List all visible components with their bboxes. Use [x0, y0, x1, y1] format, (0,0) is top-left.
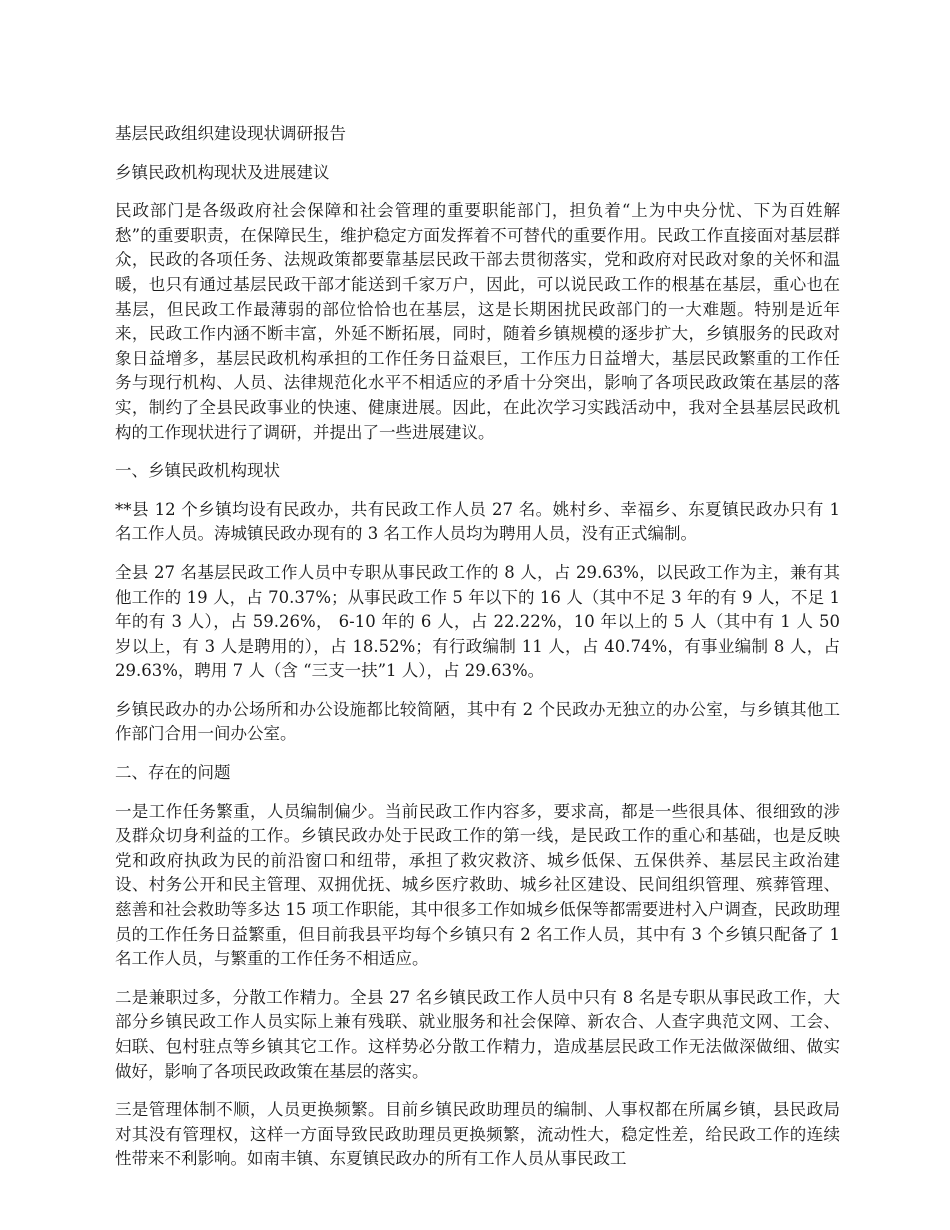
- intro-paragraph: 民政部门是各级政府社会保障和社会管理的重要职能部门，担负着“上为中央分忧、下为百姓解愁”的重要职责，在保障民生，维护稳定方面发挥着不可替代的重要作用。民政工作直接面对基层群众，民政的各项任务、法规政策都要靠基层民政干部去贯彻落实，党和政府对民政对象的关怀和温暖，也只有通过基层民政干部才能送到千家万户，因此，可以说民政工作的根基在基层，重心也在基层，但民政工作最薄弱的部位恰恰也在基层，这是长期困扰民政部门的一大难题。特别是近年来，民政工作内涵不断丰富，外延不断拓展，同时，随着乡镇规模的逐步扩大，乡镇服务的民政对象日益增多，基层民政机构承担的工作任务日益艰巨，工作压力日益增大，基层民政繁重的工作任务与现行机构、人员、法律规范化水平不相适应的矛盾十分突出，影响了各项民政政策在基层的落实，制约了全县民政事业的快速、健康进展。因此，在此次学习实践活动中，我对全县基层民政机构的工作现状进行了调研，并提出了一些进展建议。: [115, 201, 840, 442]
- problem-paragraph-1: 一是工作任务繁重，人员编制偏少。当前民政工作内容多，要求高，都是一些很具体、很细致的涉及群众切身利益的工作。乡镇民政办处于民政工作的第一线，是民政工作的重心和基础，也是反映党和政府执政为民的前沿窗口和纽带，承担了救灾救济、城乡低保、五保供养、基层民主政治建设、村务公开和民主管理、双拥优抚、城乡医疗救助、城乡社区建设、民间组织管理、殡葬管理、慈善和社会救助等多达 15 项工作职能，其中很多工作如城乡低保等都需要进村入户调查，民政助理员的工作任务日益繁重，但目前我县平均每个乡镇只有 2 名工作人员，其中有 3 个乡镇只配备了 1 名工作人员，与繁重的工作任务不相适应。: [115, 801, 840, 969]
- status-paragraph-3: 乡镇民政办的办公场所和办公设施都比较简陋，其中有 2 个民政办无独立的办公室，与乡镇其他工作部门合用一间办公室。: [115, 699, 840, 744]
- status-paragraph-2: 全县 27 名基层民政工作人员中专职从事民政工作的 8 人，占 29.63%，以民政工作为主，兼有其他工作的 19 人，占 70.37%；从事民政工作 5 年以下的 16 人（其中不足 3 年的有 9 人，不足 1 年的有 3 人），占 59.26%， 6-10 年的 6 人，占 22.22%，10 年以上的 5 人（其中有 1 人 50 岁以上，有 3 人是聘用的），占 18.52%；有行政编制 11 人，占 40.74%，有事业编制 8 人，占 29.63%，聘用 7 人（含 “三支一扶”1 人），占 29.63%。: [115, 562, 840, 681]
- document-title: 基层民政组织建设现状调研报告: [115, 124, 346, 143]
- document-subtitle: 乡镇民政机构现状及进展建议: [115, 162, 330, 182]
- section-heading-current-status: 一、乡镇民政机构现状: [115, 461, 280, 481]
- document-page: [115, 122, 840, 1186]
- problem-paragraph-3: 三是管理体制不顺，人员更换频繁。目前乡镇民政助理员的编制、人事权都在所属乡镇，县民政局对其没有管理权，这样一方面导致民政助理员更换频繁，流动性大，稳定性差，给民政工作的连续性带来不利影响。如南丰镇、东夏镇民政办的所有工作人员从事民政工: [115, 1100, 840, 1169]
- status-paragraph-1: **县 12 个乡镇均设有民政办，共有民政工作人员 27 名。姚村乡、幸福乡、东夏镇民政办只有 1 名工作人员。涛城镇民政办现有的 3 名工作人员均为聘用人员，没有正式编制。: [115, 499, 840, 544]
- problem-paragraph-2: 二是兼职过多，分散工作精力。全县 27 名乡镇民政工作人员中只有 8 名是专职从事民政工作，大部分乡镇民政工作人员实际上兼有残联、就业服务和社会保障、新农合、人查字典范文网、工会、妇联、包村驻点等乡镇其它工作。这样势必分散工作精力，造成基层民政工作无法做深做细、做实做好，影响了各项民政政策在基层的落实。: [115, 987, 840, 1081]
- section-heading-problems: 二、存在的问题: [115, 763, 231, 783]
